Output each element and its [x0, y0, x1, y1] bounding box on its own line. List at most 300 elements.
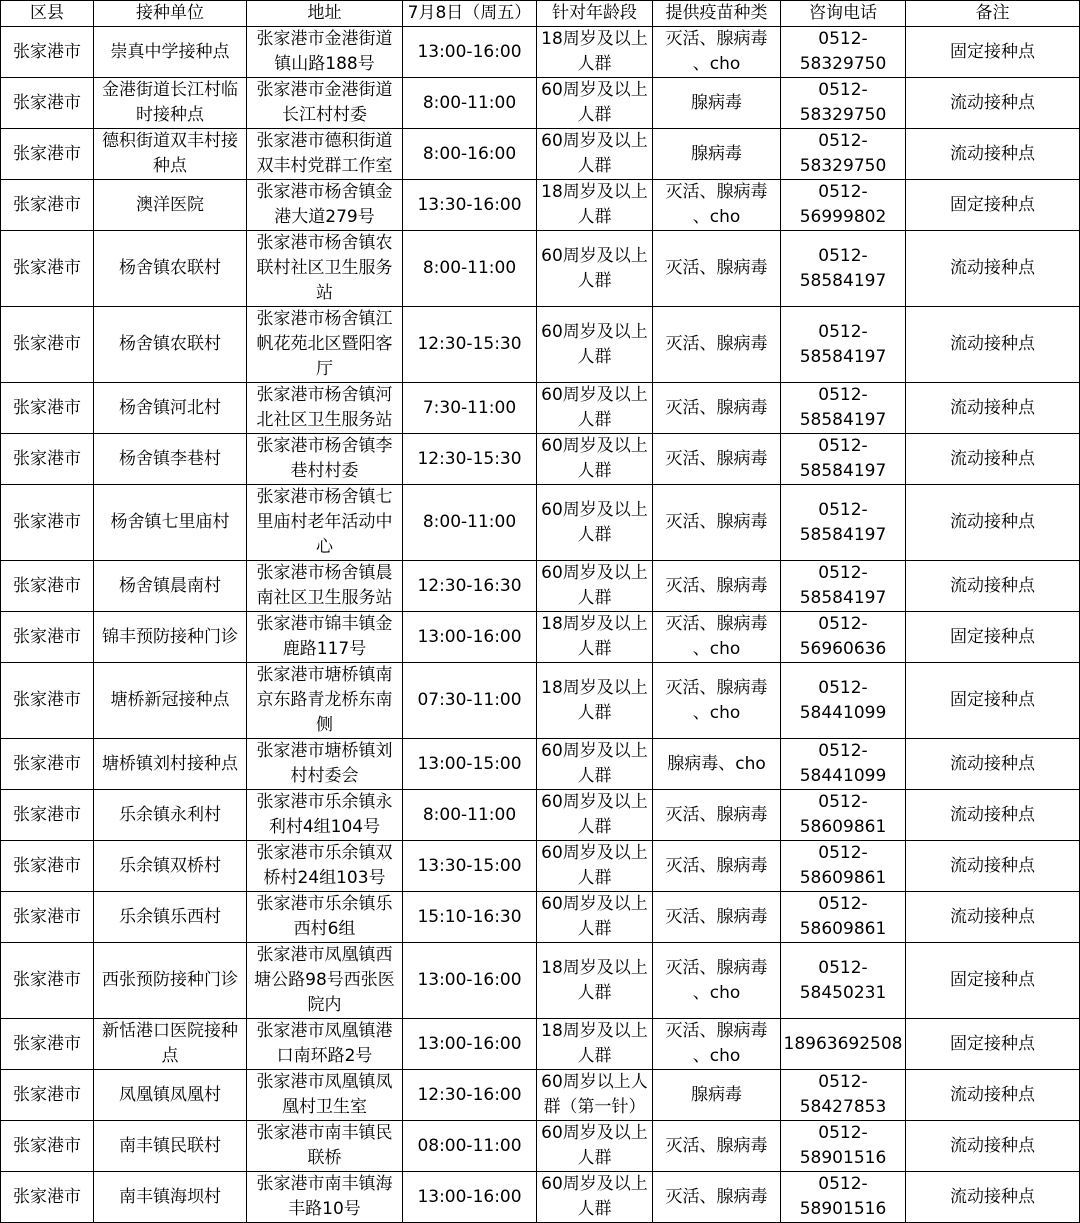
age-cell — [537, 1019, 653, 1070]
phone-cell-line: 0512- — [818, 321, 868, 342]
time-cell: 07:30-11:00 — [403, 663, 537, 739]
time-cell: 13:00-16:00 — [403, 27, 537, 78]
address-cell-line: 厅 — [316, 359, 333, 379]
district-cell: 张家港市 — [1, 383, 94, 434]
vaccine-cell-line: 灭活、腺病毒 — [665, 397, 768, 418]
address-cell — [247, 612, 403, 663]
address-cell-line: 巷村村委 — [290, 461, 359, 481]
phone-cell-line: 18963692508 — [783, 1033, 903, 1054]
header-district: 区县 — [1, 1, 94, 27]
address-cell — [247, 180, 403, 231]
time-cell: 8:00-11:00 — [403, 485, 537, 561]
time-cell: 15:10-16:30 — [403, 892, 537, 943]
district-cell: 张家港市 — [1, 1121, 94, 1172]
note-cell: 固定接种点 — [906, 180, 1080, 231]
unit-cell — [94, 663, 247, 739]
age-cell — [537, 612, 653, 663]
header-unit: 接种单位 — [94, 1, 247, 27]
table-row — [1, 434, 1080, 485]
note-cell: 流动接种点 — [906, 790, 1080, 841]
address-cell-line: 张家港市凤凰镇港 — [256, 1021, 393, 1041]
district-cell: 张家港市 — [1, 27, 94, 78]
vaccine-cell-line: 灭活、腺病毒 — [665, 182, 768, 202]
age-cell-line: 人群 — [577, 156, 612, 176]
unit-cell-line: 塘桥镇刘村接种点 — [102, 753, 238, 774]
note-cell: 流动接种点 — [906, 434, 1080, 485]
table-row — [1, 383, 1080, 434]
note-cell: 固定接种点 — [906, 663, 1080, 739]
phone-cell-line: 0512- — [818, 436, 868, 456]
note-cell: 流动接种点 — [906, 383, 1080, 434]
unit-cell — [94, 1019, 247, 1070]
age-cell-line: 人群 — [577, 868, 612, 888]
note-cell: 固定接种点 — [906, 943, 1080, 1019]
unit-cell-line: 杨舍镇河北村 — [119, 397, 221, 418]
age-cell-line: 18周岁及以上 — [541, 182, 648, 202]
time-cell: 08:00-11:00 — [403, 1121, 537, 1172]
address-cell-line: 帆花苑北区暨阳客 — [256, 334, 393, 354]
district-cell: 张家港市 — [1, 892, 94, 943]
phone-cell — [781, 78, 906, 129]
address-cell-line: 镇山路188号 — [274, 54, 375, 74]
vaccine-cell — [653, 307, 781, 383]
district-cell: 张家港市 — [1, 943, 94, 1019]
age-cell-line: 人群 — [577, 588, 612, 608]
unit-cell-line: 凤凰镇凤凰村 — [119, 1084, 221, 1105]
age-cell-line: 60周岁及以上 — [541, 843, 648, 863]
vaccine-cell-line: 灭活、腺病毒 — [665, 1186, 768, 1207]
vaccine-cell-line: 灭活、腺病毒 — [665, 448, 768, 469]
unit-cell — [94, 1121, 247, 1172]
address-cell — [247, 78, 403, 129]
phone-cell-line: 58329750 — [799, 156, 887, 176]
address-cell — [247, 943, 403, 1019]
age-cell — [537, 307, 653, 383]
unit-cell — [94, 78, 247, 129]
time-cell: 12:30-16:30 — [403, 561, 537, 612]
address-cell-line: 张家港市凤凰镇凤 — [256, 1072, 393, 1092]
unit-cell — [94, 231, 247, 307]
age-cell — [537, 383, 653, 434]
age-cell-line: 18周岁及以上 — [541, 29, 648, 49]
unit-cell — [94, 434, 247, 485]
address-cell-line: 张家港市乐余镇乐 — [256, 894, 393, 914]
age-cell-line: 60周岁及以上 — [541, 563, 648, 583]
vaccine-cell — [653, 612, 781, 663]
time-cell: 8:00-11:00 — [403, 790, 537, 841]
address-cell-line: 联桥 — [307, 1148, 342, 1168]
vaccine-cell — [653, 1121, 781, 1172]
note-cell: 流动接种点 — [906, 561, 1080, 612]
phone-cell — [781, 612, 906, 663]
address-cell-line: 张家港市杨舍镇农 — [256, 233, 393, 253]
note-cell: 流动接种点 — [906, 485, 1080, 561]
note-cell: 流动接种点 — [906, 78, 1080, 129]
unit-cell-line: 西张预防接种门诊 — [102, 970, 238, 990]
age-cell-line: 人群 — [577, 410, 612, 430]
phone-cell-line: 0512- — [818, 1174, 868, 1194]
unit-cell — [94, 561, 247, 612]
age-cell-line: 人群 — [577, 270, 612, 291]
phone-cell-line: 58584197 — [799, 461, 887, 481]
note-cell: 固定接种点 — [906, 1019, 1080, 1070]
table-row — [1, 27, 1080, 78]
phone-cell-line: 58609861 — [799, 919, 887, 939]
phone-cell — [781, 790, 906, 841]
phone-cell — [781, 943, 906, 1019]
district-cell: 张家港市 — [1, 739, 94, 790]
phone-cell-line: 56960636 — [799, 639, 887, 659]
age-cell-line: 18周岁及以上 — [541, 1021, 648, 1041]
vaccine-cell — [653, 561, 781, 612]
unit-cell-line: 点 — [161, 1046, 179, 1066]
age-cell-line: 18周岁及以上 — [541, 614, 648, 634]
phone-cell-line: 58450231 — [799, 982, 887, 1003]
age-cell-line: 群（第一针） — [543, 1097, 646, 1117]
vaccine-cell — [653, 841, 781, 892]
district-cell: 张家港市 — [1, 1019, 94, 1070]
phone-cell-line: 58427853 — [799, 1097, 887, 1117]
unit-cell — [94, 1070, 247, 1121]
address-cell-line: 鹿路117号 — [282, 639, 367, 659]
vaccine-cell — [653, 1019, 781, 1070]
address-cell — [247, 307, 403, 383]
vaccine-cell-line: 灭活、腺病毒 — [665, 1021, 768, 1041]
age-cell-line: 人群 — [577, 1046, 612, 1066]
table-row — [1, 1172, 1080, 1223]
address-cell-line: 长江村村委 — [282, 105, 367, 125]
age-cell-line: 60周岁及以上 — [541, 321, 648, 342]
phone-cell — [781, 841, 906, 892]
age-cell — [537, 129, 653, 180]
vaccine-cell — [653, 892, 781, 943]
note-cell: 固定接种点 — [906, 612, 1080, 663]
time-cell: 13:00-16:00 — [403, 1172, 537, 1223]
district-cell: 张家港市 — [1, 1172, 94, 1223]
table-row — [1, 129, 1080, 180]
address-cell — [247, 790, 403, 841]
unit-cell — [94, 383, 247, 434]
age-cell-line: 人群 — [577, 766, 612, 786]
district-cell: 张家港市 — [1, 663, 94, 739]
age-cell — [537, 892, 653, 943]
age-cell — [537, 1070, 653, 1121]
district-cell: 张家港市 — [1, 561, 94, 612]
district-cell: 张家港市 — [1, 78, 94, 129]
age-cell-line: 人群 — [577, 817, 612, 837]
phone-cell-line: 58329750 — [799, 105, 887, 125]
unit-cell — [94, 943, 247, 1019]
age-cell-line: 60周岁及以上 — [541, 894, 648, 914]
time-cell: 12:30-15:30 — [403, 307, 537, 383]
address-cell-line: 张家港市南丰镇民 — [256, 1123, 393, 1143]
age-cell-line: 60周岁及以上 — [541, 385, 648, 405]
address-cell-line: 张家港市南丰镇海 — [256, 1174, 393, 1194]
vaccine-cell — [653, 27, 781, 78]
address-cell-line: 利村4组104号 — [268, 817, 381, 837]
address-cell — [247, 739, 403, 790]
vaccine-cell-line: 、cho — [692, 207, 741, 227]
phone-cell-line: 0512- — [818, 131, 868, 151]
header-row — [1, 1, 1080, 27]
vaccine-cell — [653, 1172, 781, 1223]
note-cell: 流动接种点 — [906, 1172, 1080, 1223]
unit-cell — [94, 27, 247, 78]
address-cell-line: 西村6组 — [293, 919, 356, 939]
unit-cell-line: 杨舍镇农联村 — [119, 334, 221, 354]
age-cell — [537, 1172, 653, 1223]
unit-cell-line: 杨舍镇农联村 — [119, 258, 221, 278]
phone-cell — [781, 1172, 906, 1223]
vaccine-cell-line: 灭活、腺病毒 — [665, 1135, 768, 1156]
age-cell — [537, 434, 653, 485]
vaccine-cell-line: 腺病毒、cho — [667, 753, 766, 774]
header-time: 7月8日（周五） — [403, 1, 537, 27]
address-cell-line: 口南环路2号 — [276, 1046, 373, 1066]
table-row — [1, 1070, 1080, 1121]
note-cell: 固定接种点 — [906, 27, 1080, 78]
address-cell-line: 张家港市杨舍镇河 — [256, 385, 393, 405]
phone-cell — [781, 485, 906, 561]
age-cell-line: 人群 — [577, 524, 612, 545]
vaccine-cell-line: 腺病毒 — [691, 1084, 742, 1105]
unit-cell — [94, 892, 247, 943]
age-cell-line: 60周岁及以上 — [541, 245, 648, 266]
phone-cell-line: 0512- — [818, 957, 868, 978]
address-cell-line: 张家港市凤凰镇西 — [256, 945, 393, 965]
address-cell — [247, 1172, 403, 1223]
unit-cell-line: 杨舍镇晨南村 — [119, 575, 221, 596]
vaccine-cell — [653, 485, 781, 561]
phone-cell — [781, 1019, 906, 1070]
age-cell-line: 人群 — [577, 105, 612, 125]
phone-cell-line: 58584197 — [799, 270, 887, 291]
age-cell — [537, 841, 653, 892]
table-row — [1, 892, 1080, 943]
table-row — [1, 1019, 1080, 1070]
age-cell — [537, 180, 653, 231]
note-cell: 流动接种点 — [906, 739, 1080, 790]
address-cell-line: 南社区卫生服务站 — [256, 588, 393, 608]
address-cell — [247, 231, 403, 307]
vaccine-cell — [653, 78, 781, 129]
note-cell: 流动接种点 — [906, 231, 1080, 307]
unit-cell-line: 乐余镇永利村 — [119, 804, 221, 825]
unit-cell — [94, 1172, 247, 1223]
table-row — [1, 231, 1080, 307]
age-cell-line: 人群 — [577, 54, 612, 74]
address-cell — [247, 129, 403, 180]
unit-cell-line: 金港街道长江村临 — [102, 80, 238, 100]
phone-cell-line: 0512- — [818, 677, 868, 698]
time-cell: 8:00-16:00 — [403, 129, 537, 180]
phone-cell — [781, 739, 906, 790]
address-cell-line: 张家港市杨舍镇江 — [256, 309, 393, 329]
phone-cell-line: 0512- — [818, 385, 868, 405]
table-row — [1, 943, 1080, 1019]
address-cell — [247, 434, 403, 485]
phone-cell-line: 58584197 — [799, 410, 887, 430]
age-cell — [537, 561, 653, 612]
table-row — [1, 78, 1080, 129]
district-cell: 张家港市 — [1, 434, 94, 485]
district-cell: 张家港市 — [1, 612, 94, 663]
address-cell-line: 张家港市杨舍镇七 — [256, 487, 393, 507]
unit-cell-line: 杨舍镇七里庙村 — [110, 512, 230, 532]
age-cell-line: 人群 — [577, 1148, 612, 1168]
vaccine-cell-line: 、cho — [692, 639, 741, 659]
age-cell-line: 18周岁及以上 — [541, 957, 648, 978]
phone-cell-line: 58441099 — [799, 766, 887, 786]
district-cell: 张家港市 — [1, 790, 94, 841]
age-cell — [537, 27, 653, 78]
phone-cell-line: 0512- — [818, 792, 868, 812]
address-cell-line: 塘公路98号西张医 — [254, 970, 395, 990]
vaccine-cell-line: 灭活、腺病毒 — [665, 957, 768, 978]
note-cell: 流动接种点 — [906, 1121, 1080, 1172]
address-cell — [247, 383, 403, 434]
table-row — [1, 612, 1080, 663]
age-cell-line: 60周岁及以上 — [541, 436, 648, 456]
unit-cell-line: 德积街道双丰村接 — [102, 131, 238, 151]
phone-cell — [781, 561, 906, 612]
address-cell-line: 张家港市杨舍镇金 — [256, 182, 393, 202]
phone-cell-line: 56999802 — [799, 207, 887, 227]
phone-cell-line: 0512- — [818, 80, 868, 100]
age-cell-line: 60周岁及以上 — [541, 741, 648, 761]
unit-cell-line: 南丰镇海坝村 — [119, 1186, 221, 1207]
address-cell-line: 张家港市塘桥镇刘 — [256, 741, 393, 761]
vaccine-cell-line: 灭活、腺病毒 — [665, 258, 768, 278]
unit-cell-line: 时接种点 — [136, 105, 204, 125]
address-cell-line: 张家港市金港街道 — [256, 80, 393, 100]
vaccine-cell — [653, 790, 781, 841]
address-cell — [247, 485, 403, 561]
phone-cell-line: 0512- — [818, 1072, 868, 1092]
age-cell-line: 人群 — [577, 919, 612, 939]
phone-cell-line: 58584197 — [799, 588, 887, 608]
phone-cell — [781, 231, 906, 307]
vaccine-cell-line: 、cho — [692, 1046, 741, 1066]
age-cell-line: 人群 — [577, 346, 612, 367]
time-cell: 12:30-16:00 — [403, 1070, 537, 1121]
vaccine-cell-line: 、cho — [692, 982, 741, 1003]
header-age: 针对年龄段 — [537, 1, 653, 27]
age-cell-line: 60周岁及以上 — [541, 1174, 648, 1194]
district-cell: 张家港市 — [1, 129, 94, 180]
phone-cell-line: 0512- — [818, 741, 868, 761]
unit-cell-line: 塘桥新冠接种点 — [110, 690, 230, 710]
age-cell-line: 人群 — [577, 702, 612, 723]
phone-cell-line: 0512- — [818, 563, 868, 583]
district-cell: 张家港市 — [1, 841, 94, 892]
address-cell-line: 里庙村老年活动中 — [256, 512, 393, 532]
age-cell-line: 60周岁及以上 — [541, 131, 648, 151]
phone-cell-line: 58609861 — [799, 817, 887, 837]
phone-cell-line: 0512- — [818, 894, 868, 914]
age-cell-line: 60周岁及以上 — [541, 1123, 648, 1143]
unit-cell — [94, 739, 247, 790]
address-cell-line: 张家港市德积街道 — [256, 131, 393, 151]
phone-cell-line: 58609861 — [799, 868, 887, 888]
address-cell — [247, 892, 403, 943]
age-cell — [537, 485, 653, 561]
district-cell: 张家港市 — [1, 485, 94, 561]
address-cell-line: 张家港市乐余镇双 — [256, 843, 393, 863]
unit-cell — [94, 180, 247, 231]
phone-cell-line: 58584197 — [799, 524, 887, 545]
unit-cell — [94, 485, 247, 561]
address-cell-line: 侧 — [316, 715, 333, 735]
phone-cell-line: 0512- — [818, 614, 868, 634]
age-cell-line: 人群 — [577, 1199, 612, 1219]
address-cell-line: 联村社区卫生服务 — [256, 258, 393, 278]
vaccine-cell-line: 、cho — [692, 702, 741, 723]
phone-cell-line: 0512- — [818, 245, 868, 266]
address-cell-line: 港大道279号 — [274, 207, 375, 227]
vaccine-cell — [653, 231, 781, 307]
time-cell: 13:00-16:00 — [403, 612, 537, 663]
phone-cell-line: 58901516 — [799, 1199, 887, 1219]
address-cell — [247, 1121, 403, 1172]
address-cell — [247, 561, 403, 612]
age-cell-line: 人群 — [577, 982, 612, 1003]
vaccine-cell-line: 灭活、腺病毒 — [665, 512, 768, 532]
unit-cell — [94, 612, 247, 663]
unit-cell-line: 锦丰预防接种门诊 — [102, 626, 238, 647]
phone-cell-line: 0512- — [818, 843, 868, 863]
district-cell: 张家港市 — [1, 1070, 94, 1121]
address-cell — [247, 1070, 403, 1121]
header-phone: 咨询电话 — [781, 1, 906, 27]
age-cell — [537, 1121, 653, 1172]
age-cell — [537, 78, 653, 129]
vaccine-cell-line: 、cho — [692, 54, 741, 74]
age-cell-line: 60周岁以上人 — [541, 1072, 648, 1092]
address-cell — [247, 1019, 403, 1070]
age-cell — [537, 943, 653, 1019]
phone-cell — [781, 383, 906, 434]
unit-cell-line: 杨舍镇李巷村 — [119, 448, 221, 469]
age-cell-line: 60周岁及以上 — [541, 499, 648, 520]
table-row — [1, 739, 1080, 790]
vaccine-cell — [653, 434, 781, 485]
district-cell: 张家港市 — [1, 307, 94, 383]
unit-cell-line: 种点 — [153, 156, 187, 176]
address-cell-line: 村村委会 — [290, 766, 359, 786]
time-cell: 13:00-16:00 — [403, 943, 537, 1019]
age-cell-line: 60周岁及以上 — [541, 80, 648, 100]
table-row — [1, 485, 1080, 561]
time-cell: 13:30-16:00 — [403, 180, 537, 231]
address-cell-line: 站 — [316, 283, 333, 303]
vaccine-cell — [653, 739, 781, 790]
address-cell-line: 北社区卫生服务站 — [256, 410, 393, 430]
phone-cell-line: 0512- — [818, 182, 868, 202]
phone-cell-line: 0512- — [818, 29, 868, 49]
address-cell-line: 张家港市金港街道 — [256, 29, 393, 49]
vaccine-cell-line: 腺病毒 — [691, 143, 742, 164]
address-cell-line: 双丰村党群工作室 — [256, 156, 393, 176]
vaccine-cell — [653, 383, 781, 434]
age-cell-line: 60周岁及以上 — [541, 792, 648, 812]
phone-cell — [781, 180, 906, 231]
unit-cell-line: 南丰镇民联村 — [119, 1135, 221, 1156]
table-row — [1, 841, 1080, 892]
header-note: 备注 — [906, 1, 1080, 27]
age-cell — [537, 231, 653, 307]
age-cell-line: 18周岁及以上 — [541, 677, 648, 698]
